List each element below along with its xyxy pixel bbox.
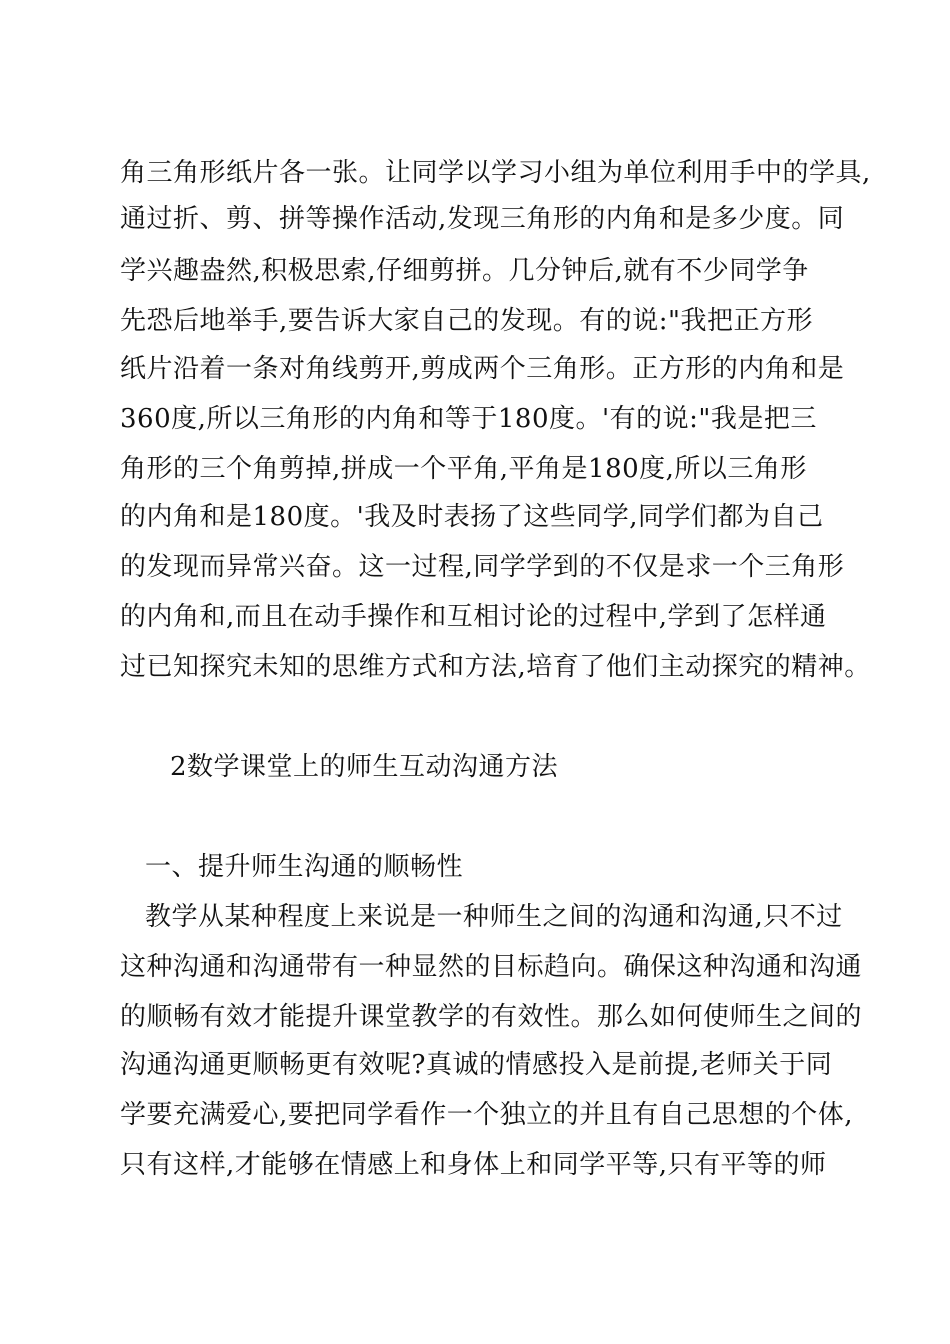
paragraph-line: 360度,所以三角形的内角和等于180度。'有的说:"我是把三 <box>120 404 817 434</box>
subheading: 一、提升师生沟通的顺畅性 <box>145 852 464 882</box>
section-heading: 2数学课堂上的师生互动沟通方法 <box>170 752 559 782</box>
paragraph-line: 这种沟通和沟通带有一种显然的目标趋向。确保这种沟通和沟通 <box>120 952 863 982</box>
paragraph-line: 纸片沿着一条对角线剪开,剪成两个三角形。正方形的内角和是 <box>120 354 845 384</box>
paragraph-line: 学要充满爱心,要把同学看作一个独立的并且有自己思想的个体, <box>120 1100 854 1130</box>
paragraph-line: 角三角形纸片各一张。让同学以学习小组为单位利用手中的学具, <box>120 158 871 188</box>
paragraph-line: 的内角和,而且在动手操作和互相讨论的过程中,学到了怎样通 <box>120 602 827 632</box>
paragraph-line: 学兴趣盎然,积极思索,仔细剪拼。几分钟后,就有不少同学争 <box>120 256 809 286</box>
paragraph-line: 只有这样,才能够在情感上和身体上和同学平等,只有平等的师 <box>120 1150 827 1180</box>
paragraph-line: 先恐后地举手,要告诉大家自己的发现。有的说:"我把正方形 <box>120 306 813 336</box>
paragraph-line: 的顺畅有效才能提升课堂教学的有效性。那么如何使师生之间的 <box>120 1002 863 1032</box>
paragraph-line: 过已知探究未知的思维方式和方法,培育了他们主动探究的精神。 <box>120 652 871 682</box>
paragraph-line: 角形的三个角剪掉,拼成一个平角,平角是180度,所以三角形 <box>120 454 807 484</box>
paragraph-line: 教学从某种程度上来说是一种师生之间的沟通和沟通,只不过 <box>145 902 843 932</box>
paragraph-line: 的发现而异常兴奋。这一过程,同学学到的不仅是求一个三角形 <box>120 552 845 582</box>
paragraph-line: 通过折、剪、拼等操作活动,发现三角形的内角和是多少度。同 <box>120 204 845 234</box>
paragraph-line: 的内角和是180度。'我及时表扬了这些同学,同学们都为自己 <box>120 502 824 532</box>
paragraph-line: 沟通沟通更顺畅更有效呢?真诚的情感投入是前提,老师关于同 <box>120 1050 833 1080</box>
